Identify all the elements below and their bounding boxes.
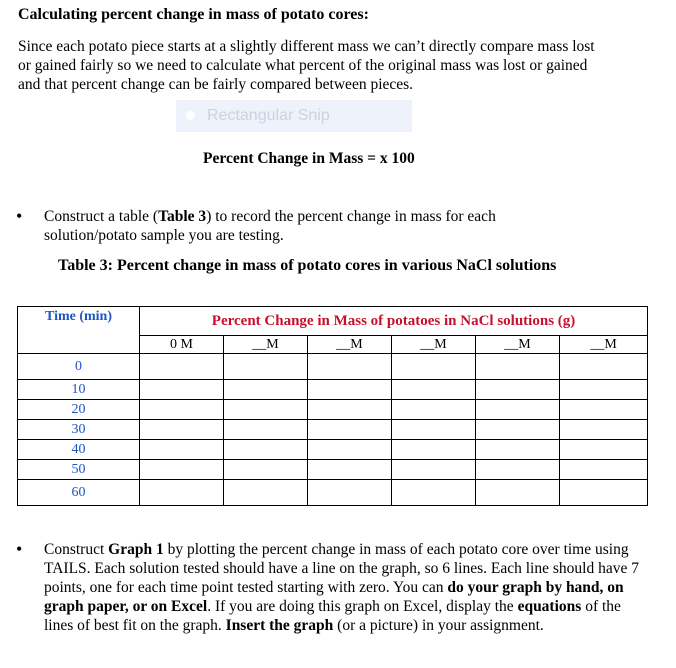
time-header: Time (min) xyxy=(18,307,140,354)
data-cell[interactable] xyxy=(392,354,476,380)
bullet-construct-graph xyxy=(44,540,644,635)
table-row xyxy=(18,354,648,380)
percent-change-table xyxy=(17,306,648,506)
concentration-header: __M xyxy=(560,336,648,354)
percent-change-header: Percent Change in Mass of potatoes in NaCl solutions (g) xyxy=(140,307,648,336)
percent-change-formula: Percent Change in Mass = x 100 xyxy=(203,150,415,167)
bullet1-bold: Table 3 xyxy=(158,208,207,225)
bullet2-text-5: (or a picture) in your assignment. xyxy=(333,617,544,634)
data-cell[interactable] xyxy=(308,420,392,440)
bullet2-text-3: . If you are doing this graph on Excel, display the xyxy=(207,598,518,615)
data-cell[interactable] xyxy=(224,440,308,460)
table-title: Table 3: Percent change in mass of potato cores in various NaCl solutions xyxy=(58,257,557,274)
section-heading: Calculating percent change in mass of potato cores: xyxy=(18,6,369,23)
time-cell: 10 xyxy=(18,380,140,400)
concentration-header: __M xyxy=(224,336,308,354)
data-cell[interactable] xyxy=(476,400,560,420)
data-cell[interactable] xyxy=(476,480,560,506)
data-cell[interactable] xyxy=(308,380,392,400)
time-cell: 60 xyxy=(18,480,140,506)
bullet-dot-icon: • xyxy=(16,206,23,226)
data-cell[interactable] xyxy=(476,354,560,380)
bullet2-bold-2: do your graph by hand, on graph paper, or on Excel xyxy=(44,579,624,615)
data-cell[interactable] xyxy=(392,400,476,420)
concentration-header: __M xyxy=(392,336,476,354)
data-cell[interactable] xyxy=(140,440,224,460)
concentration-header: 0 M xyxy=(140,336,224,354)
data-cell[interactable] xyxy=(476,380,560,400)
data-cell[interactable] xyxy=(308,460,392,480)
data-cell[interactable] xyxy=(224,380,308,400)
rectangular-snip-overlay[interactable] xyxy=(176,100,412,132)
data-cell[interactable] xyxy=(560,380,648,400)
data-cell[interactable] xyxy=(392,380,476,400)
data-cell[interactable] xyxy=(392,460,476,480)
bullet1-text-2: ) to record the percent change in mass for each solution/potato sample you are testing. xyxy=(44,208,496,244)
data-cell[interactable] xyxy=(392,440,476,460)
data-cell[interactable] xyxy=(140,380,224,400)
bullet2-text-4: of the lines of best fit on the graph. xyxy=(44,598,621,634)
data-cell[interactable] xyxy=(308,354,392,380)
data-cell[interactable] xyxy=(560,400,648,420)
data-cell[interactable] xyxy=(224,354,308,380)
concentration-header: __M xyxy=(308,336,392,354)
data-cell[interactable] xyxy=(224,420,308,440)
data-cell[interactable] xyxy=(224,480,308,506)
data-cell[interactable] xyxy=(140,400,224,420)
intro-paragraph: Since each potato piece starts at a slightly different mass we can’t directly compare mass lost or gained fairly so we need to calculate what percent of the original mass was lost or gained and that percent change can be fairly compared between pieces. xyxy=(18,38,595,93)
data-cell[interactable] xyxy=(476,440,560,460)
data-cell[interactable] xyxy=(392,420,476,440)
data-cell[interactable] xyxy=(392,480,476,506)
data-cell[interactable] xyxy=(560,460,648,480)
table-row xyxy=(18,400,648,420)
data-cell[interactable] xyxy=(560,354,648,380)
time-cell: 30 xyxy=(18,420,140,440)
concentration-header: __M xyxy=(476,336,560,354)
table-row xyxy=(18,420,648,440)
time-cell: 20 xyxy=(18,400,140,420)
data-cell[interactable] xyxy=(140,460,224,480)
time-cell: 40 xyxy=(18,440,140,460)
time-cell: 0 xyxy=(18,354,140,380)
data-cell[interactable] xyxy=(308,400,392,420)
bullet-dot-icon: • xyxy=(16,539,23,559)
bullet2-bold-1: Graph 1 xyxy=(108,541,164,558)
bullet2-bold-3: equations xyxy=(517,598,582,615)
snip-dot-icon xyxy=(186,111,195,120)
data-cell[interactable] xyxy=(308,440,392,460)
table-row xyxy=(18,480,648,506)
data-cell[interactable] xyxy=(140,420,224,440)
snip-label: Rectangular Snip xyxy=(207,107,330,124)
bullet2-text-1: Construct xyxy=(44,541,109,558)
time-cell: 50 xyxy=(18,460,140,480)
bullet-construct-table xyxy=(44,207,564,245)
data-cell[interactable] xyxy=(560,440,648,460)
data-cell[interactable] xyxy=(476,420,560,440)
table-row xyxy=(18,460,648,480)
data-cell[interactable] xyxy=(140,354,224,380)
data-cell[interactable] xyxy=(140,480,224,506)
bullet2-bold-4: Insert the graph xyxy=(225,617,334,634)
data-cell[interactable] xyxy=(560,420,648,440)
table-row xyxy=(18,380,648,400)
data-cell[interactable] xyxy=(224,400,308,420)
data-cell[interactable] xyxy=(308,480,392,506)
table-row xyxy=(18,440,648,460)
data-cell[interactable] xyxy=(476,460,560,480)
bullet2-text-2: by plotting the percent change in mass of each potato core over time using TAILS. Each solution tested should have a line on the graph, so 6 lines. Each line should have 7 points, one for each time point tested starting with zero. You can xyxy=(44,541,639,596)
bullet1-text-1: Construct a table ( xyxy=(44,208,159,225)
data-cell[interactable] xyxy=(560,480,648,506)
data-cell[interactable] xyxy=(224,460,308,480)
